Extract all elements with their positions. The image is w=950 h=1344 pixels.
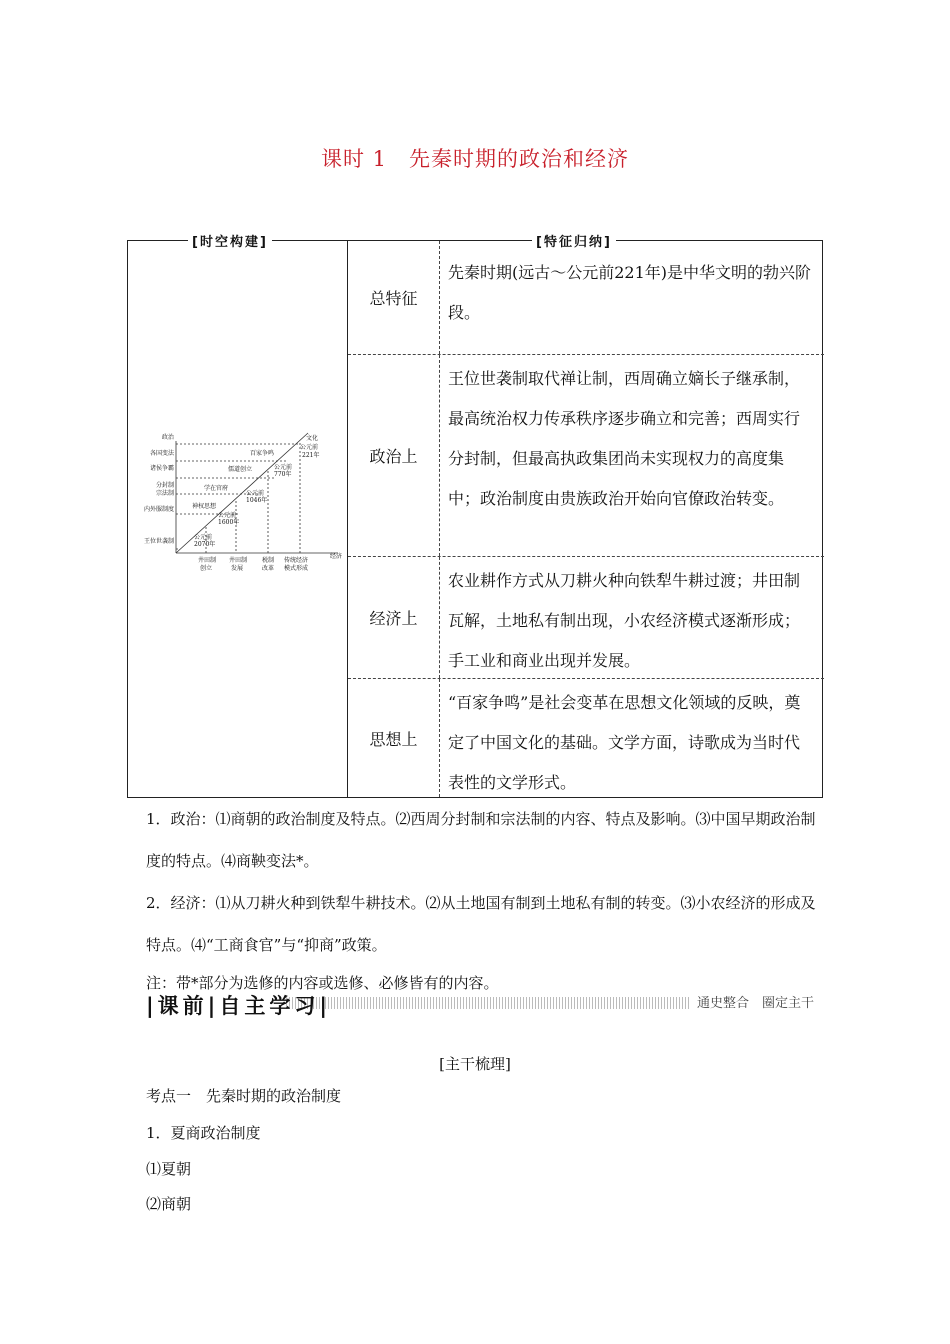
row-text: 王位世袭制取代禅让制，西周确立嫡长子继承制，最高统治权力传承秩序逐步确立和完善；西周实行分封制，但最高执政集团尚未实现权力的高度集中；政治制度由贵族政治开始向官僚政治转变。 (448, 369, 801, 508)
note-paragraph: 2．经济：⑴从刀耕火种到铁犁牛耕技术。⑵从土地国有制到土地私有制的转变。⑶小农经济的形成及特点。⑷“工商食官”与“抑商”政策。 (146, 894, 816, 954)
note-label: 百家争鸣 (250, 450, 275, 457)
feature-row (348, 355, 824, 557)
objectives-notes (146, 798, 816, 1000)
row-text: 农业耕作方式从刀耕火种向铁犁牛耕过渡；井田制瓦解，土地私有制出现，小农经济模式逐渐形成；手工业和商业出现并发展。 (448, 571, 801, 670)
body-line: 1．夏商政治制度 (146, 1124, 261, 1142)
date-label: 公元前 (194, 534, 213, 541)
row-label: 经济上 (348, 557, 440, 678)
banner-subtitle: 通史整合 圈定主干 (691, 992, 814, 1011)
body-line: ⑴夏朝 (146, 1160, 192, 1178)
row-label: 政治上 (348, 355, 440, 556)
date-label: 1600年 (218, 519, 240, 526)
y-label: 各国变法 (149, 450, 174, 457)
y-axis-label: 政治 (161, 434, 174, 441)
date-label: 770年 (274, 471, 292, 478)
section-banner (146, 990, 814, 1016)
body-line: ⑵商朝 (146, 1195, 192, 1213)
body-line: 考点一 先秦时期的政治制度 (146, 1087, 342, 1105)
timeline-panel (128, 241, 348, 797)
features-header: [特征归纳] (532, 231, 616, 250)
y-label: 分封制 (155, 482, 174, 489)
section-heading: [主干梳理] (439, 1055, 511, 1073)
x-label: 井田制 (229, 557, 248, 564)
x-label: 创立 (200, 565, 213, 572)
banner-title: |课前|自主学习| (146, 994, 332, 1018)
note-label: 儒道创立 (228, 466, 253, 473)
x-label: 税制 (262, 557, 275, 564)
summary-table (127, 235, 823, 798)
date-label: 公元前 (246, 490, 265, 497)
note-paragraph: 1．政治：⑴商朝的政治制度及特点。⑵西周分封制和宗法制的内容、特点及影响。⑶中国早期政治制度的特点。⑷商鞅变法*。 (146, 810, 816, 870)
y-label: 诸侯争霸 (149, 465, 174, 472)
date-label: 1046年 (246, 497, 268, 504)
row-label: 思想上 (348, 679, 440, 797)
date-label: 公元前 (300, 444, 319, 451)
timeline-header: [时空构建] (188, 231, 272, 250)
date-label: 221年 (302, 452, 320, 459)
date-label: 公元前 (218, 512, 237, 519)
page-title: 课时 1 先秦时期的政治和经济 (320, 147, 630, 171)
note-label: 神权思想 (192, 503, 217, 510)
row-text: “百家争鸣”是社会变革在思想文化领域的反映，奠定了中国文化的基础。文学方面，诗歌成为当时代表性的文学形式。 (448, 693, 801, 792)
x-label: 模式形成 (284, 565, 309, 572)
y-label: 王位世袭制 (143, 538, 174, 545)
note-paragraph: 注：带*部分为选修的内容或选修、必修皆有的内容。 (146, 974, 499, 992)
x-label: 传统经济 (284, 557, 309, 564)
culture-label: 文化 (306, 435, 319, 442)
note-label: 学在官府 (204, 485, 229, 492)
feature-row (348, 241, 824, 355)
x-label: 井田制 (198, 557, 217, 564)
feature-row (348, 679, 824, 797)
date-label: 2070年 (194, 541, 216, 548)
date-label: 公元前 (274, 464, 293, 471)
x-label: 改革 (262, 565, 275, 572)
timeline-diagram (128, 431, 348, 581)
y-label: 宗法制 (155, 490, 174, 497)
y-label: 内外服制度 (143, 506, 174, 513)
row-label: 总特征 (348, 241, 440, 354)
x-axis-label: 经济 (329, 553, 342, 560)
feature-row (348, 557, 824, 679)
x-label: 发展 (231, 565, 244, 572)
row-text: 先秦时期(远古～公元前221年)是中华文明的勃兴阶段。 (448, 263, 812, 322)
